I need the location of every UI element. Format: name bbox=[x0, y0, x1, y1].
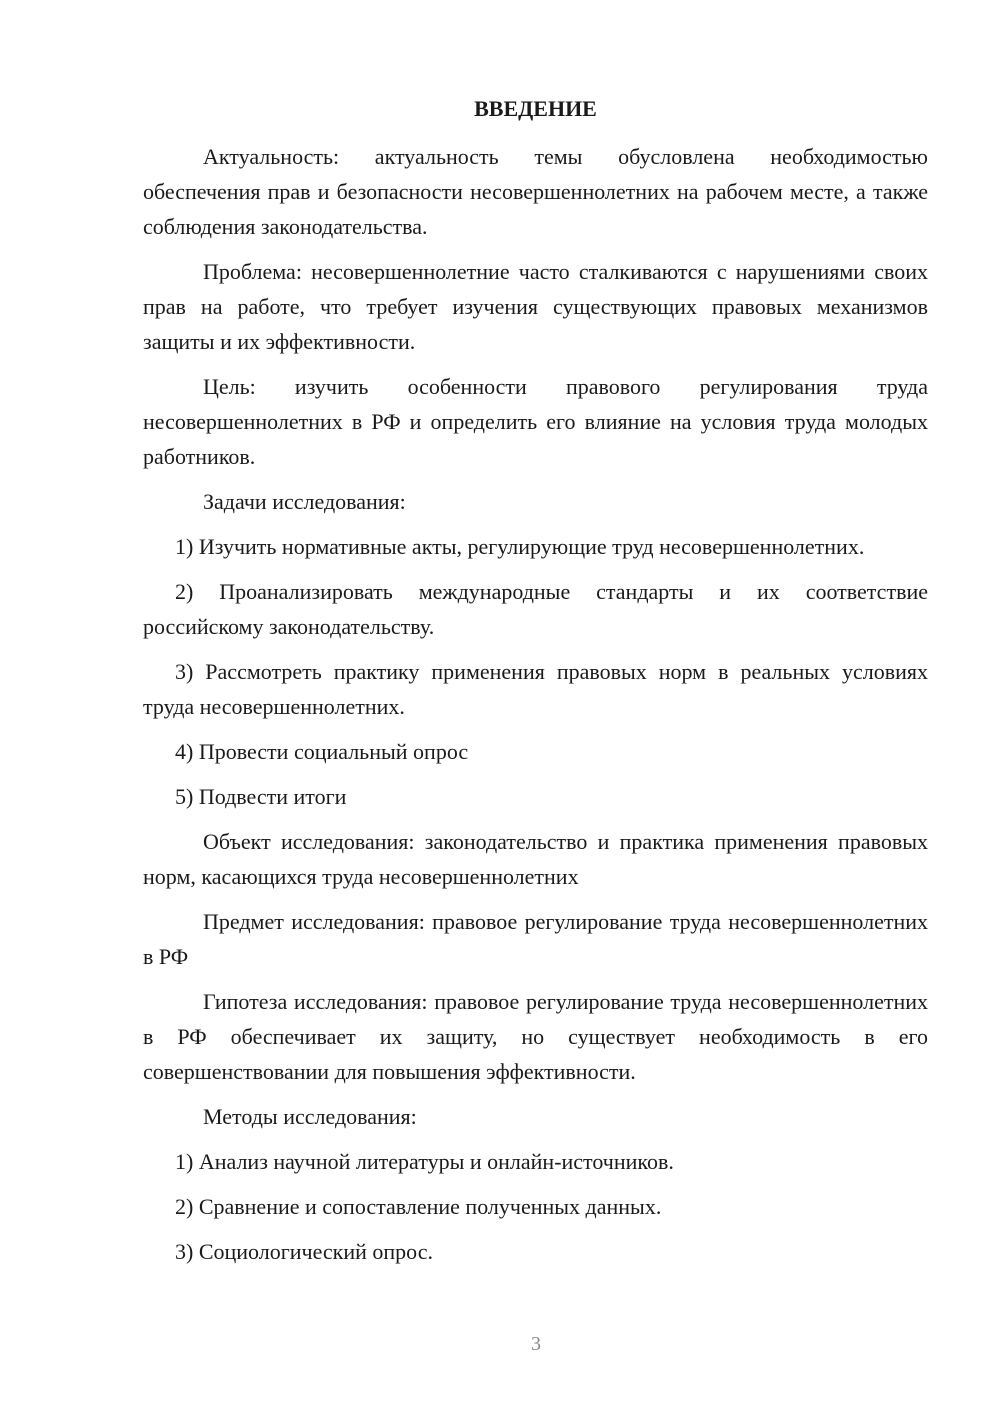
goal-paragraph: Цель: изучить особенности правового регулирования труда несовершеннолетних в РФ и определить его влияние на условия труда молодых работников. bbox=[143, 374, 928, 469]
relevance-paragraph: Актуальность: актуальность темы обусловлена необходимостью обеспечения прав и безопасности несовершеннолетних на рабочем месте, а также соблюдения законодательства. bbox=[143, 144, 928, 239]
task-item: 4) Провести социальный опрос bbox=[175, 739, 469, 764]
method-item: 2) Сравнение и сопоставление полученных данных. bbox=[175, 1194, 662, 1219]
task-item: 1) Изучить нормативные акты, регулирующие труд несовершеннолетних. bbox=[175, 534, 865, 559]
method-item: 1) Анализ научной литературы и онлайн-источников. bbox=[175, 1149, 674, 1174]
object-paragraph: Объект исследования: законодательство и практика применения правовых норм, касающихся труда несовершеннолетних bbox=[143, 829, 928, 889]
hypothesis-paragraph: Гипотеза исследования: правовое регулирование труда несовершеннолетних в РФ обеспечивает их защиту, но существует необходимость в его совершенствовании для повышения эффективности. bbox=[143, 989, 928, 1084]
task-item: 3) Рассмотреть практику применения правовых норм в реальных условиях труда несовершеннолетних. bbox=[143, 659, 928, 719]
section-heading: ВВЕДЕНИЕ bbox=[474, 96, 597, 121]
subject-paragraph: Предмет исследования: правовое регулирование труда несовершеннолетних в РФ bbox=[143, 909, 928, 969]
page-content bbox=[143, 94, 928, 1279]
task-item: 5) Подвести итоги bbox=[175, 784, 347, 809]
method-item: 3) Социологический опрос. bbox=[175, 1239, 433, 1264]
problem-paragraph: Проблема: несовершеннолетние часто сталкиваются с нарушениями своих прав на работе, что требует изучения существующих правовых механизмов защиты и их эффективности. bbox=[143, 259, 928, 354]
task-item: 2) Проанализировать международные стандарты и их соответствие российскому законодательству. bbox=[143, 579, 928, 639]
tasks-title: Задачи исследования: bbox=[203, 489, 406, 514]
methods-title: Методы исследования: bbox=[203, 1104, 417, 1129]
page-number: 3 bbox=[531, 1333, 541, 1355]
